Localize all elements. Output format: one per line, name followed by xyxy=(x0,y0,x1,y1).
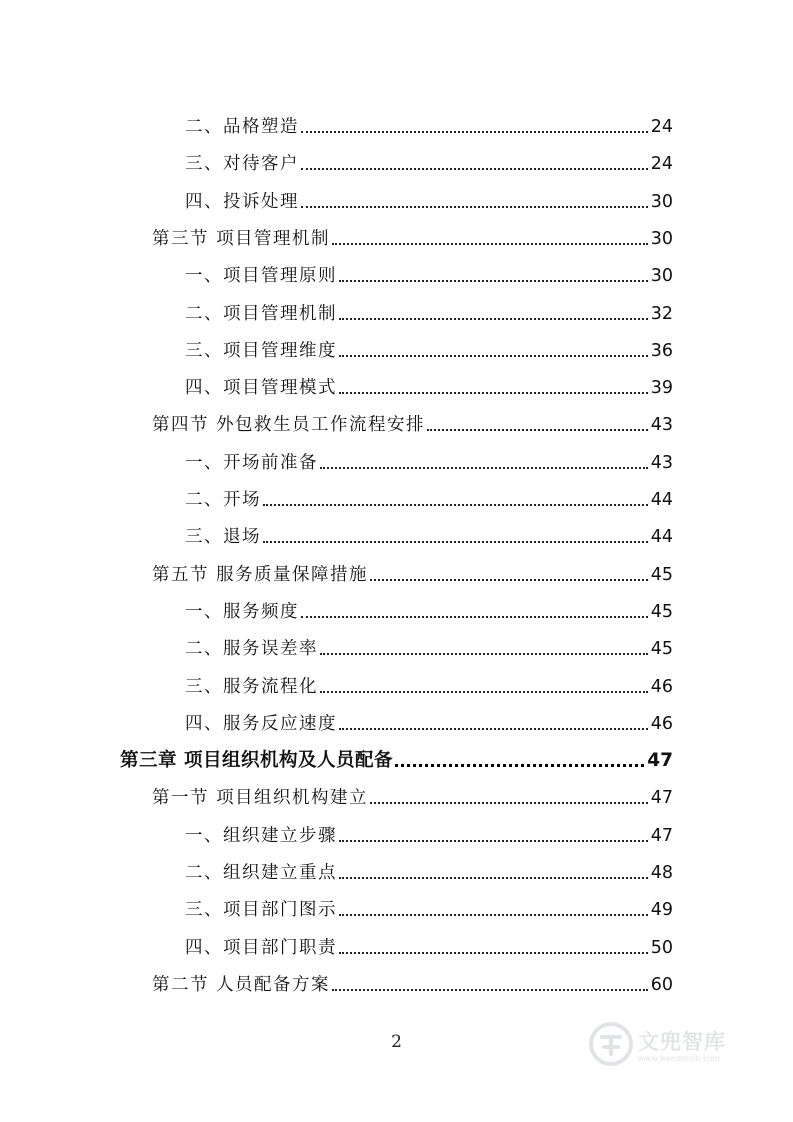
toc-entry[interactable] xyxy=(185,250,673,287)
toc-entry-page: 36 xyxy=(650,341,673,361)
toc-entry-page: 45 xyxy=(650,565,673,585)
toc-entry[interactable] xyxy=(152,549,673,586)
toc-entry-page: 24 xyxy=(650,117,673,137)
toc-entry-page: 24 xyxy=(650,154,673,174)
toc-entry[interactable] xyxy=(185,138,673,175)
toc-entry[interactable] xyxy=(152,959,673,996)
toc-entry[interactable] xyxy=(185,325,673,362)
toc-entry[interactable] xyxy=(185,847,673,884)
toc-entry-page: 50 xyxy=(650,938,673,958)
toc-dot-leader xyxy=(301,616,648,618)
toc-dot-leader xyxy=(427,429,648,431)
toc-dot-leader xyxy=(370,802,648,804)
toc-entry-title: 第三章 项目组织机构及人员配备 xyxy=(120,750,393,771)
toc-entry[interactable] xyxy=(185,474,673,511)
toc-entry[interactable] xyxy=(185,698,673,735)
toc-entry-title: 四、项目管理模式 xyxy=(185,378,337,398)
toc-entry-page: 30 xyxy=(650,192,673,212)
toc-dot-leader xyxy=(320,653,648,655)
toc-entry[interactable] xyxy=(185,623,673,660)
toc-entry-page: 43 xyxy=(650,453,673,473)
toc-dot-leader xyxy=(370,579,648,581)
toc-entry[interactable] xyxy=(185,288,673,325)
toc-entry[interactable] xyxy=(152,772,673,809)
toc-entry-title: 第一节 项目组织机构建立 xyxy=(152,788,369,808)
toc-entry-page: 30 xyxy=(650,229,673,249)
toc-dot-leader xyxy=(301,168,648,170)
toc-entry-title: 三、服务流程化 xyxy=(185,677,318,697)
toc-dot-leader xyxy=(339,952,648,954)
page-number: 2 xyxy=(391,1032,402,1052)
toc-dot-leader xyxy=(339,728,648,730)
toc-entry-title: 三、项目部门图示 xyxy=(185,900,337,920)
toc-entry-title: 四、服务反应速度 xyxy=(185,714,337,734)
toc-entry[interactable] xyxy=(185,176,673,213)
toc-entry[interactable] xyxy=(185,362,673,399)
toc-entry-page: 47 xyxy=(647,750,673,771)
toc-entry-page: 45 xyxy=(650,602,673,622)
toc-entry-title: 二、项目管理机制 xyxy=(185,304,337,324)
toc-entry-title: 二、服务误差率 xyxy=(185,639,318,659)
toc-entry[interactable] xyxy=(152,399,673,436)
wendou-logo-icon xyxy=(588,1021,634,1067)
toc-entry-title: 二、品格塑造 xyxy=(185,117,299,137)
toc-entry-title: 第三节 项目管理机制 xyxy=(152,229,331,249)
toc-entry-title: 三、项目管理维度 xyxy=(185,341,337,361)
toc-entry-page: 60 xyxy=(650,975,673,995)
toc-entry[interactable] xyxy=(185,884,673,921)
toc-dot-leader xyxy=(339,840,648,842)
toc-entry[interactable] xyxy=(185,101,673,138)
toc-entry[interactable] xyxy=(120,735,673,772)
toc-dot-leader xyxy=(339,877,648,879)
toc-entry-page: 46 xyxy=(650,714,673,734)
toc-entry-title: 第二节 人员配备方案 xyxy=(152,975,331,995)
toc-entry-title: 一、开场前准备 xyxy=(185,453,318,473)
toc-entry-page: 32 xyxy=(650,304,673,324)
toc-entry-title: 四、投诉处理 xyxy=(185,192,299,212)
toc-dot-leader xyxy=(320,691,648,693)
toc-entry-page: 45 xyxy=(650,639,673,659)
toc-entry[interactable] xyxy=(185,810,673,847)
watermark-url: www.wendoulib.com xyxy=(638,1053,721,1063)
watermark xyxy=(588,1018,758,1070)
toc-entry-title: 三、对待客户 xyxy=(185,154,299,174)
toc-dot-leader xyxy=(332,243,648,245)
toc-entry-page: 46 xyxy=(650,677,673,697)
toc-entry[interactable] xyxy=(152,213,673,250)
toc-dot-leader xyxy=(263,504,648,506)
toc-dot-leader xyxy=(339,392,648,394)
toc-dot-leader xyxy=(263,541,648,543)
toc-dot-leader xyxy=(301,206,648,208)
toc-entry-page: 47 xyxy=(650,826,673,846)
toc-dot-leader xyxy=(339,914,648,916)
toc-entry-title: 第四节 外包救生员工作流程安排 xyxy=(152,415,426,435)
toc-entry-page: 48 xyxy=(650,863,673,883)
toc-dot-leader xyxy=(320,467,648,469)
toc-entry-title: 一、组织建立步骤 xyxy=(185,826,337,846)
toc-entry-page: 44 xyxy=(650,527,673,547)
toc-entry-title: 四、项目部门职责 xyxy=(185,938,337,958)
toc-entry-page: 39 xyxy=(650,378,673,398)
toc-entry[interactable] xyxy=(185,437,673,474)
toc-dot-leader xyxy=(339,355,648,357)
toc-dot-leader xyxy=(332,989,648,991)
toc-entry-page: 30 xyxy=(650,266,673,286)
toc-entry-page: 49 xyxy=(650,900,673,920)
toc-entry-title: 二、组织建立重点 xyxy=(185,863,337,883)
toc-entry-page: 44 xyxy=(650,490,673,510)
toc-entry[interactable] xyxy=(185,922,673,959)
toc-entry-title: 第五节 服务质量保障措施 xyxy=(152,565,369,585)
watermark-name: 文兜智库 xyxy=(638,1029,726,1054)
toc-dot-leader xyxy=(339,318,648,320)
toc-entry-title: 三、退场 xyxy=(185,527,261,547)
toc-dot-leader xyxy=(339,280,648,282)
toc-entry-page: 43 xyxy=(650,415,673,435)
toc-entry[interactable] xyxy=(185,586,673,623)
toc-entry-title: 一、项目管理原则 xyxy=(185,266,337,286)
toc-dot-leader xyxy=(301,131,648,133)
toc-dot-leader xyxy=(395,764,644,767)
toc-entry-title: 一、服务频度 xyxy=(185,602,299,622)
toc-entry[interactable] xyxy=(185,661,673,698)
toc-entry-page: 47 xyxy=(650,788,673,808)
toc-entry-title: 二、开场 xyxy=(185,490,261,510)
toc-entry[interactable] xyxy=(185,511,673,548)
